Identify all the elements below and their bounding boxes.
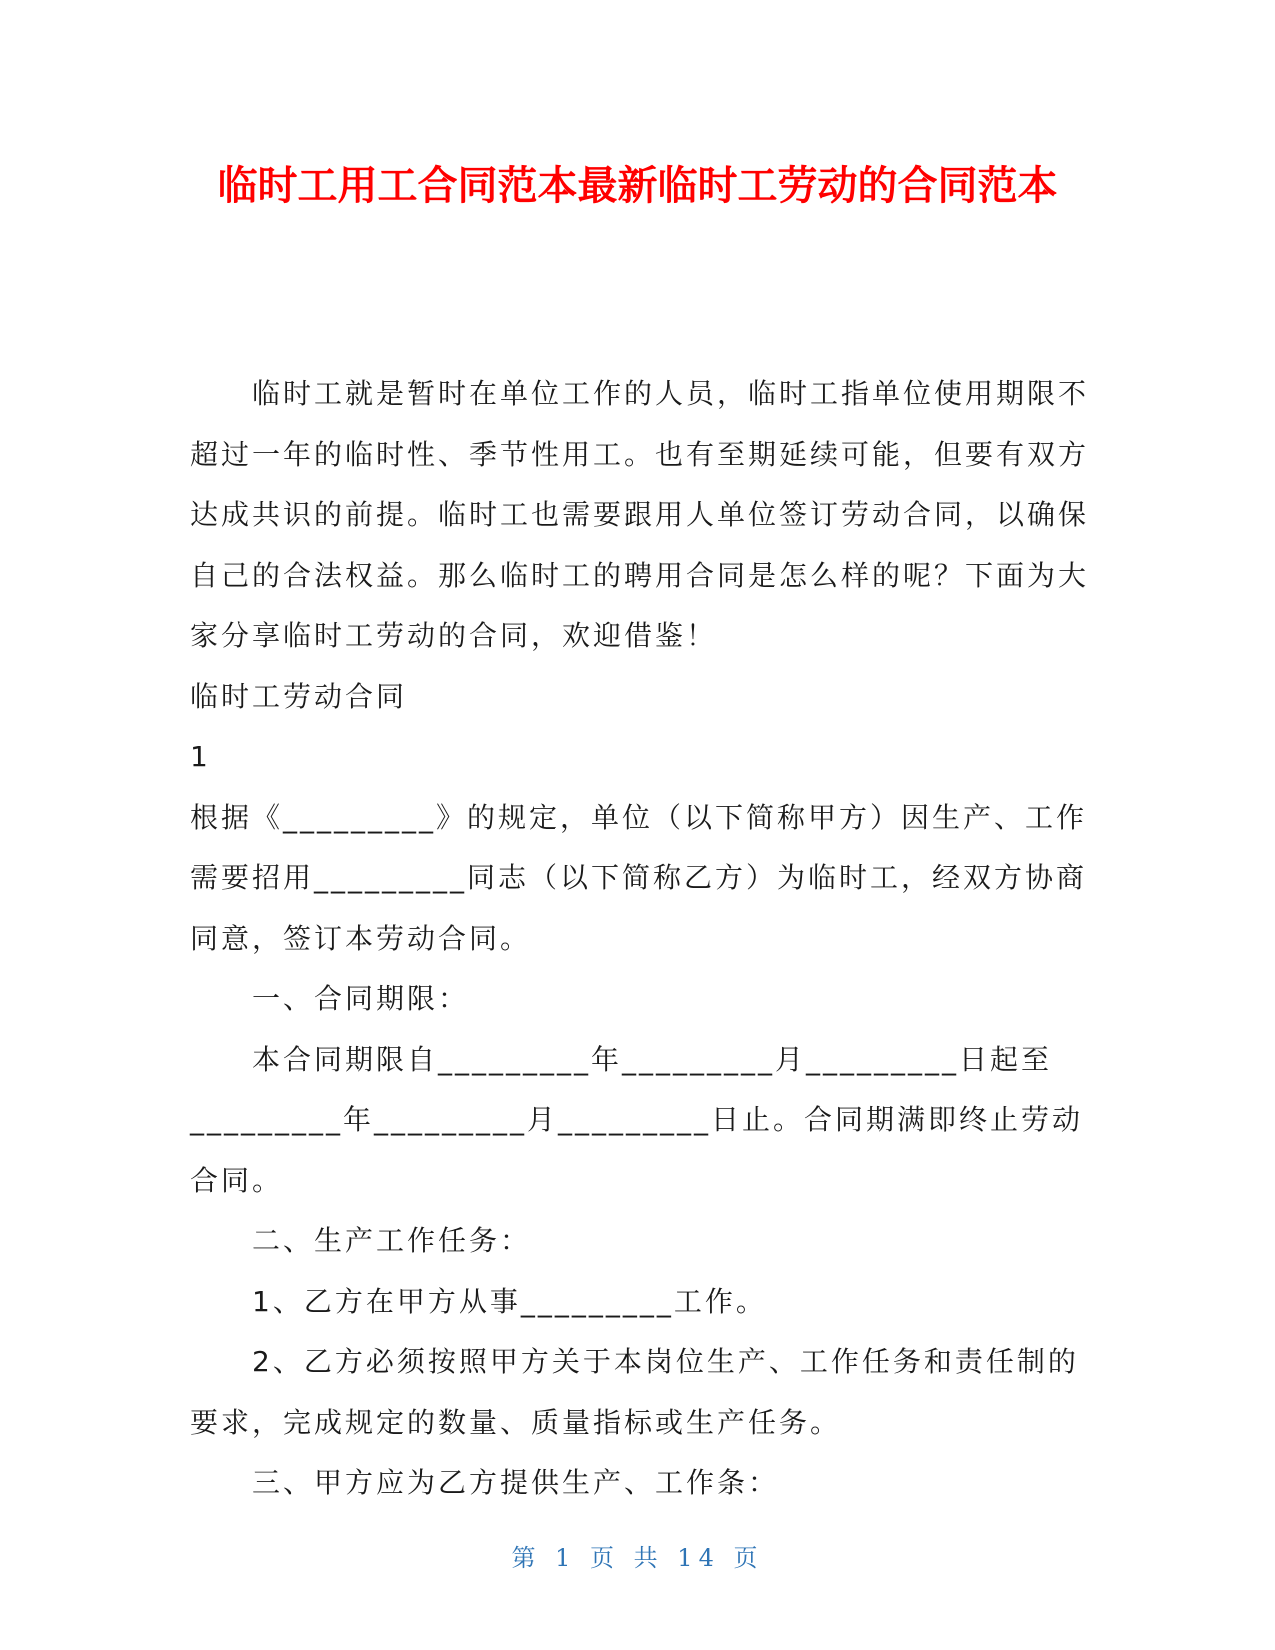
document-title: 临时工用工合同范本最新临时工劳动的合同范本 [217, 163, 1058, 209]
intro-paragraph: 临时工就是暂时在单位工作的人员，临时工指单位使用期限不超过一年的临时性、季节性用工。也有至期延续可能，但要有双方达成共识的前提。临时工也需要跟用人单位签订劳动合同，以确保自己的合法权益。那么临时工的聘用合同是怎么样的呢？下面为大家分享临时工劳动的合同，欢迎借鉴！ [190, 377, 1090, 652]
contract-name-line: 临时工劳动合同 [190, 679, 408, 713]
page-number-footer: 第 1 页 共 14 页 [511, 1544, 764, 1572]
section-2-heading: 二、生产工作任务： [252, 1224, 532, 1257]
section-1-heading: 一、合同期限： [252, 982, 470, 1015]
section-2-item-1: 1、乙方在甲方从事_________工作。 [252, 1284, 767, 1318]
section-3-heading: 三、甲方应为乙方提供生产、工作条： [252, 1466, 780, 1499]
section-1-body: 本合同期限自_________年_________月_________日起至_________年_________月_________日止。合同期满即终止劳动合同。 [190, 1042, 1084, 1197]
section-number: 1 [190, 740, 211, 773]
section-2-item-2: 2、乙方必须按照甲方关于本岗位生产、工作任务和责任制的要求，完成规定的数量、质量指标或生产任务。 [190, 1345, 1079, 1439]
document-body [190, 364, 1090, 1514]
preamble-paragraph: 根据《_________》的规定，单位（以下简称甲方）因生产、工作需要招用_________同志（以下简称乙方）为临时工，经双方协商同意，签订本劳动合同。 [190, 800, 1088, 955]
